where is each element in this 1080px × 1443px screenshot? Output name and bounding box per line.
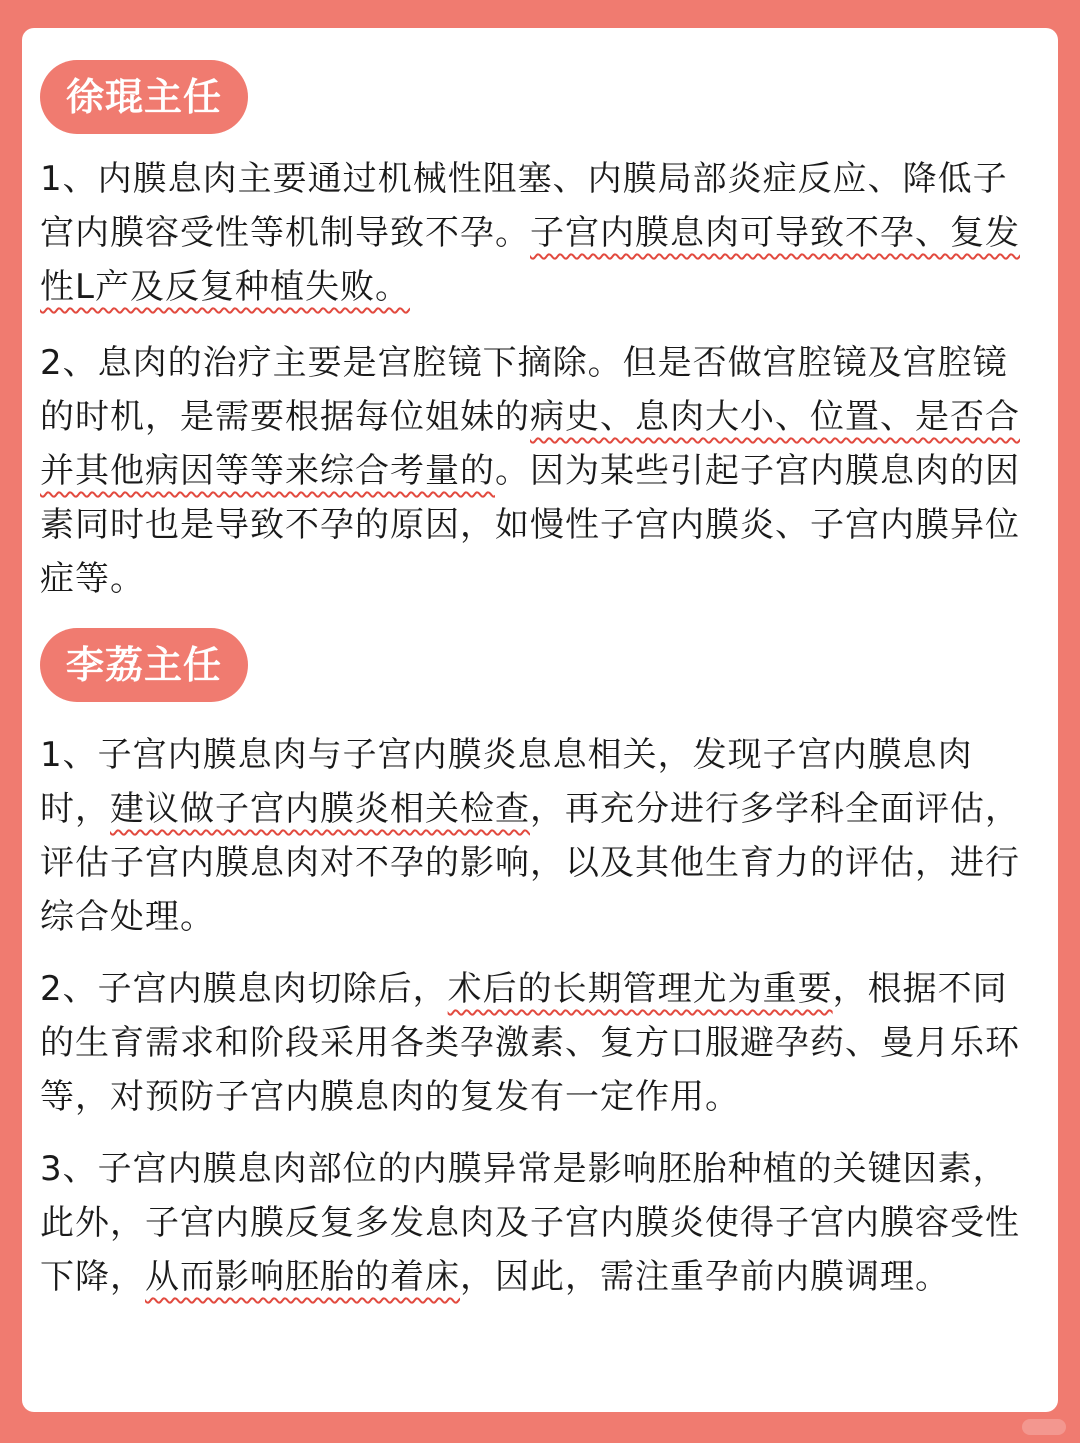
paragraph-text: ，根据不同的生育需求和阶段采用各类孕激素、复方口服避孕药、曼月乐环等，对预防子宫内膜息肉的复发有一定作用。 <box>40 969 1020 1117</box>
paragraph-text: 3、子宫内膜息肉部位的内膜异常是影响胚胎种植的关键因素，此外，子宫内膜反复多发息肉及子宫内膜炎使得子宫内膜容受性下降， <box>40 1149 1020 1297</box>
paragraph-li-2 <box>40 962 1040 1124</box>
highlighted-text: 子宫内膜息肉可导致不孕、复发性L产及反复种植失败。 <box>40 213 1020 307</box>
paragraph-text: ，再充分进行多学科全面评估，评估子宫内膜息肉对不孕的影响，以及其他生育力的评估，进行综合处理。 <box>40 789 1020 937</box>
content-card <box>22 28 1058 1412</box>
paragraph-xu-2 <box>40 336 1040 606</box>
paragraph-text: 1、子宫内膜息肉与子宫内膜炎息息相关，发现子宫内膜息肉时， <box>40 735 973 829</box>
paragraph-xu-1 <box>40 152 1040 314</box>
watermark-logo <box>1022 1419 1066 1435</box>
paragraph-text: 2、子宫内膜息肉切除后， <box>40 969 448 1009</box>
paragraph-text: ，因此，需注重孕前内膜调理。 <box>460 1257 950 1297</box>
highlighted-text: 病史、息肉大小、位置、是否合并其他病因等等来综合考量的 <box>40 397 1020 491</box>
paragraph-text: 2、息肉的治疗主要是宫腔镜下摘除。但是否做宫腔镜及宫腔镜的时机，是需要根据每位姐妹的 <box>40 343 1008 437</box>
section-tag-xu: 徐琨主任 <box>40 60 248 134</box>
highlighted-text: 建议做子宫内膜炎相关检查 <box>110 789 530 829</box>
section-tag-li: 李荔主任 <box>40 628 248 702</box>
paragraph-li-1 <box>40 728 1040 944</box>
paragraph-text: 。因为某些引起子宫内膜息肉的因素同时也是导致不孕的原因，如慢性子宫内膜炎、子宫内膜异位症等。 <box>40 451 1020 599</box>
paragraph-text: 1、内膜息肉主要通过机械性阻塞、内膜局部炎症反应、降低子宫内膜容受性等机制导致不孕。 <box>40 159 1008 253</box>
highlighted-text: 从而影响胚胎的着床 <box>145 1257 460 1297</box>
paragraph-li-3 <box>40 1142 1040 1304</box>
highlighted-text: 术后的长期管理尤为重要 <box>447 969 833 1009</box>
